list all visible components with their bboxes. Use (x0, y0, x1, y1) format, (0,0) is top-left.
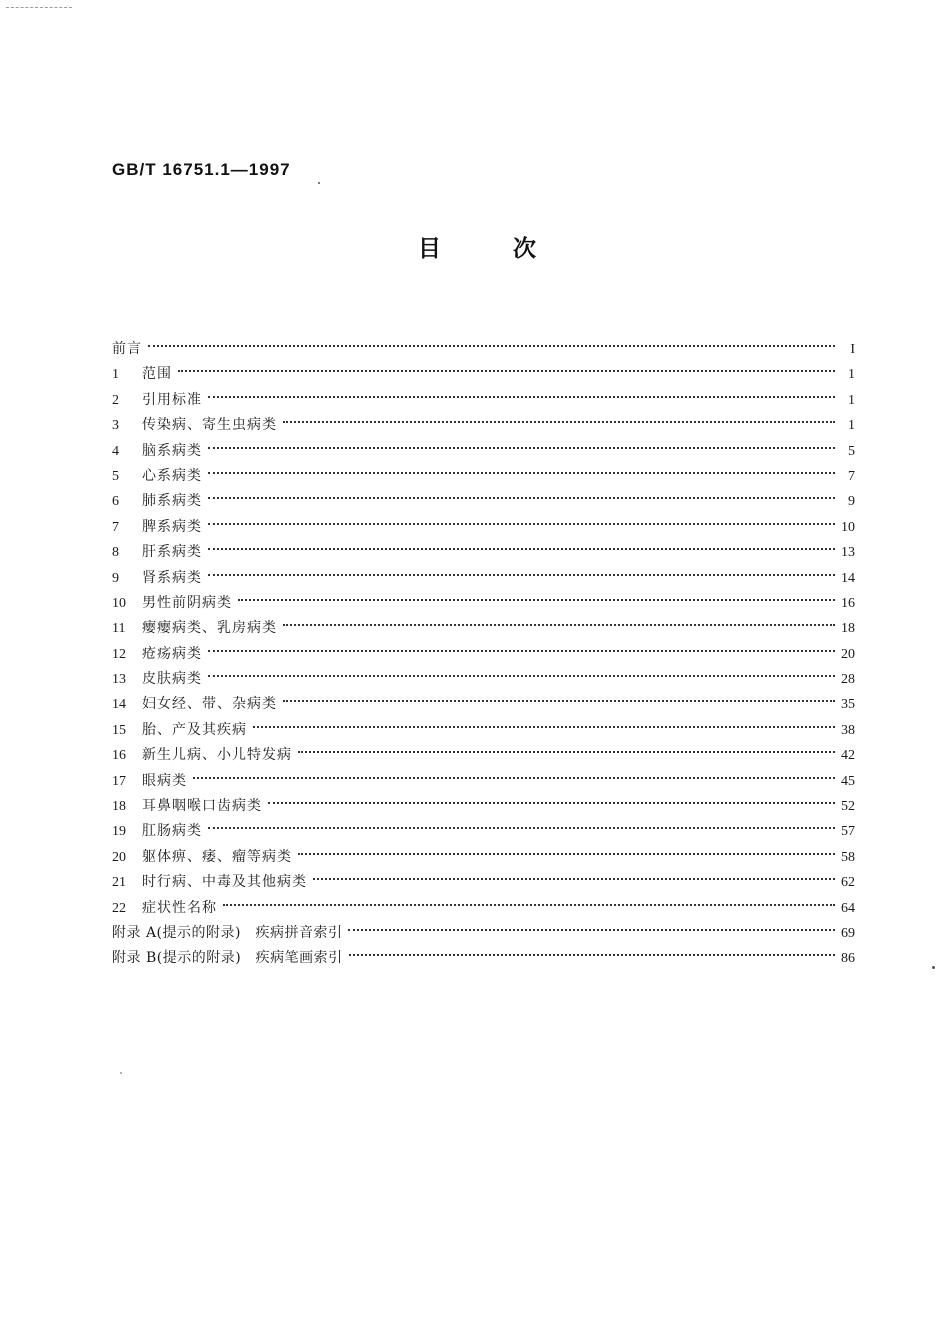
toc-entry-page: 18 (841, 621, 855, 637)
toc-entry-3[interactable] (112, 413, 855, 438)
toc-leader-dots (193, 777, 835, 779)
toc-entry-page: 69 (841, 925, 855, 941)
toc-entry-page: 5 (848, 443, 855, 459)
toc-entry-1[interactable] (112, 362, 855, 387)
toc-entry-number: 4 (112, 443, 119, 459)
toc-entry-label: 附录 A(提示的附录) 疾病拼音索引 (112, 924, 343, 941)
toc-entry-number: 5 (112, 468, 119, 484)
toc-entry-label: 肝系病类 (142, 544, 202, 561)
toc-entry-16[interactable] (112, 743, 855, 768)
toc-entry-page: 38 (841, 722, 855, 738)
toc-entry-label: 心系病类 (142, 467, 202, 484)
toc-entry-number: 17 (112, 773, 126, 789)
page-title: 目次 (418, 236, 608, 262)
toc-entry-page: 57 (841, 824, 855, 840)
toc-entry-number: 15 (112, 722, 126, 738)
toc-entry-page: 14 (841, 570, 855, 586)
scan-speck (120, 1072, 122, 1074)
toc-entry-page: 20 (841, 646, 855, 662)
toc-leader-dots (178, 370, 835, 372)
toc-entry-10[interactable] (112, 591, 855, 616)
toc-leader-dots (208, 396, 835, 398)
toc-leader-dots (208, 827, 835, 829)
toc-entry-page: 45 (841, 773, 855, 789)
toc-entry-label: 时行病、中毒及其他病类 (142, 874, 307, 891)
toc-entry-20[interactable] (112, 845, 855, 870)
toc-entry-label: 耳鼻咽喉口齿病类 (142, 798, 262, 815)
toc-leader-dots (223, 904, 835, 906)
toc-entry-number: 13 (112, 672, 126, 688)
toc-entry-number: 11 (112, 621, 126, 637)
toc-entry-number: 22 (112, 900, 126, 916)
toc-leader-dots (148, 345, 835, 347)
toc-entry-page: 58 (841, 849, 855, 865)
toc-entry-13[interactable] (112, 667, 855, 692)
scan-speck (318, 182, 320, 184)
toc-entry-label: 传染病、寄生虫病类 (142, 417, 277, 434)
toc-entry-page: 10 (841, 519, 855, 535)
toc-entry-page: I (850, 342, 855, 357)
toc-entry-5[interactable] (112, 464, 855, 489)
toc-leader-dots (253, 726, 835, 728)
toc-leader-dots (208, 650, 835, 652)
toc-entry-page: 42 (841, 748, 855, 764)
table-of-contents (112, 337, 855, 972)
toc-entry-label: 眼病类 (142, 772, 187, 789)
scan-artifact-line (6, 7, 72, 8)
toc-entry-label: 引用标准 (142, 391, 202, 408)
toc-entry-number: 9 (112, 570, 119, 586)
toc-entry-number: 1 (112, 367, 119, 383)
toc-entry-label: 皮肤病类 (142, 671, 202, 688)
toc-entry-8[interactable] (112, 540, 855, 565)
toc-entry-page: 28 (841, 672, 855, 688)
toc-entry-label: 脾系病类 (142, 518, 202, 535)
toc-leader-dots (238, 599, 835, 601)
toc-entry-page: 1 (848, 367, 855, 383)
toc-leader-dots (283, 624, 835, 626)
toc-leader-dots (349, 954, 835, 956)
toc-entry-15[interactable] (112, 718, 855, 743)
toc-entry-label: 肛肠病类 (142, 823, 202, 840)
toc-entry-label: 躯体痹、痿、瘤等病类 (142, 848, 292, 865)
toc-entry-page: 13 (841, 545, 855, 561)
toc-entry-number: 3 (112, 418, 119, 434)
toc-entry-9[interactable] (112, 566, 855, 591)
toc-leader-dots (283, 421, 835, 423)
toc-leader-dots (208, 523, 835, 525)
toc-entry-number: 12 (112, 646, 126, 662)
toc-entry-number: 2 (112, 392, 119, 408)
toc-entry-2[interactable] (112, 388, 855, 413)
toc-entry-page: 1 (848, 418, 855, 434)
toc-entry-6[interactable] (112, 489, 855, 514)
toc-entry-label: 妇女经、带、杂病类 (142, 696, 277, 713)
toc-entry-page: 16 (841, 595, 855, 611)
toc-leader-dots (208, 574, 835, 576)
toc-entry-17[interactable] (112, 769, 855, 794)
toc-entry-label: 症状性名称 (142, 899, 217, 916)
toc-entry-page: 9 (848, 494, 855, 510)
toc-entry-number: 7 (112, 519, 119, 535)
toc-leader-dots (208, 548, 835, 550)
toc-leader-dots (208, 472, 835, 474)
toc-entry-number: 14 (112, 697, 126, 713)
toc-entry-21[interactable] (112, 870, 855, 895)
toc-entry-14[interactable] (112, 692, 855, 717)
toc-entry-19[interactable] (112, 819, 855, 844)
toc-entry-appendix-a[interactable] (112, 921, 855, 946)
toc-entry-label: 疮疡病类 (142, 645, 202, 662)
toc-entry-page: 62 (841, 875, 855, 891)
toc-leader-dots (313, 878, 835, 880)
toc-entry-appendix-b[interactable] (112, 946, 855, 971)
toc-entry-number: 16 (112, 748, 126, 764)
toc-entry-label: 胎、产及其疾病 (142, 721, 247, 738)
toc-entry-label: 瘿瘿病类、乳房病类 (142, 620, 277, 637)
toc-entry-label: 脑系病类 (142, 442, 202, 459)
toc-leader-dots (208, 497, 835, 499)
toc-entry-number: 10 (112, 595, 126, 611)
toc-entry-page: 35 (841, 697, 855, 713)
standard-code: GB/T 16751.1—1997 (112, 160, 291, 179)
toc-entry-11[interactable] (112, 616, 855, 641)
toc-entry-number: 8 (112, 545, 119, 561)
toc-entry-page: 86 (841, 951, 855, 967)
toc-entry-label: 新生儿病、小儿特发病 (142, 747, 292, 764)
toc-entry-12[interactable] (112, 642, 855, 667)
toc-leader-dots (283, 700, 835, 702)
toc-leader-dots (348, 929, 835, 931)
toc-entry-number: 19 (112, 824, 126, 840)
scan-speck (932, 966, 935, 969)
toc-entry-7[interactable] (112, 515, 855, 540)
toc-leader-dots (208, 447, 835, 449)
toc-entry-label: 男性前阴病类 (142, 594, 232, 611)
toc-entry-22[interactable] (112, 896, 855, 921)
toc-entry-page: 52 (841, 799, 855, 815)
toc-entry-label: 前言 (112, 341, 142, 357)
toc-entry-label: 肾系病类 (142, 569, 202, 586)
toc-entry-label: 肺系病类 (142, 493, 202, 510)
toc-entry-0[interactable] (112, 337, 855, 362)
toc-entry-4[interactable] (112, 439, 855, 464)
toc-leader-dots (298, 751, 835, 753)
toc-entry-label: 范围 (142, 366, 172, 383)
toc-entry-label: 附录 B(提示的附录) 疾病笔画索引 (112, 950, 343, 967)
toc-entry-page: 64 (841, 900, 855, 916)
toc-entry-number: 20 (112, 849, 126, 865)
toc-leader-dots (208, 675, 835, 677)
toc-entry-page: 7 (848, 468, 855, 484)
toc-entry-number: 18 (112, 799, 126, 815)
toc-leader-dots (268, 802, 835, 804)
toc-entry-18[interactable] (112, 794, 855, 819)
toc-leader-dots (298, 853, 835, 855)
toc-entry-page: 1 (848, 392, 855, 408)
toc-entry-number: 21 (112, 875, 126, 891)
toc-entry-number: 6 (112, 494, 119, 510)
